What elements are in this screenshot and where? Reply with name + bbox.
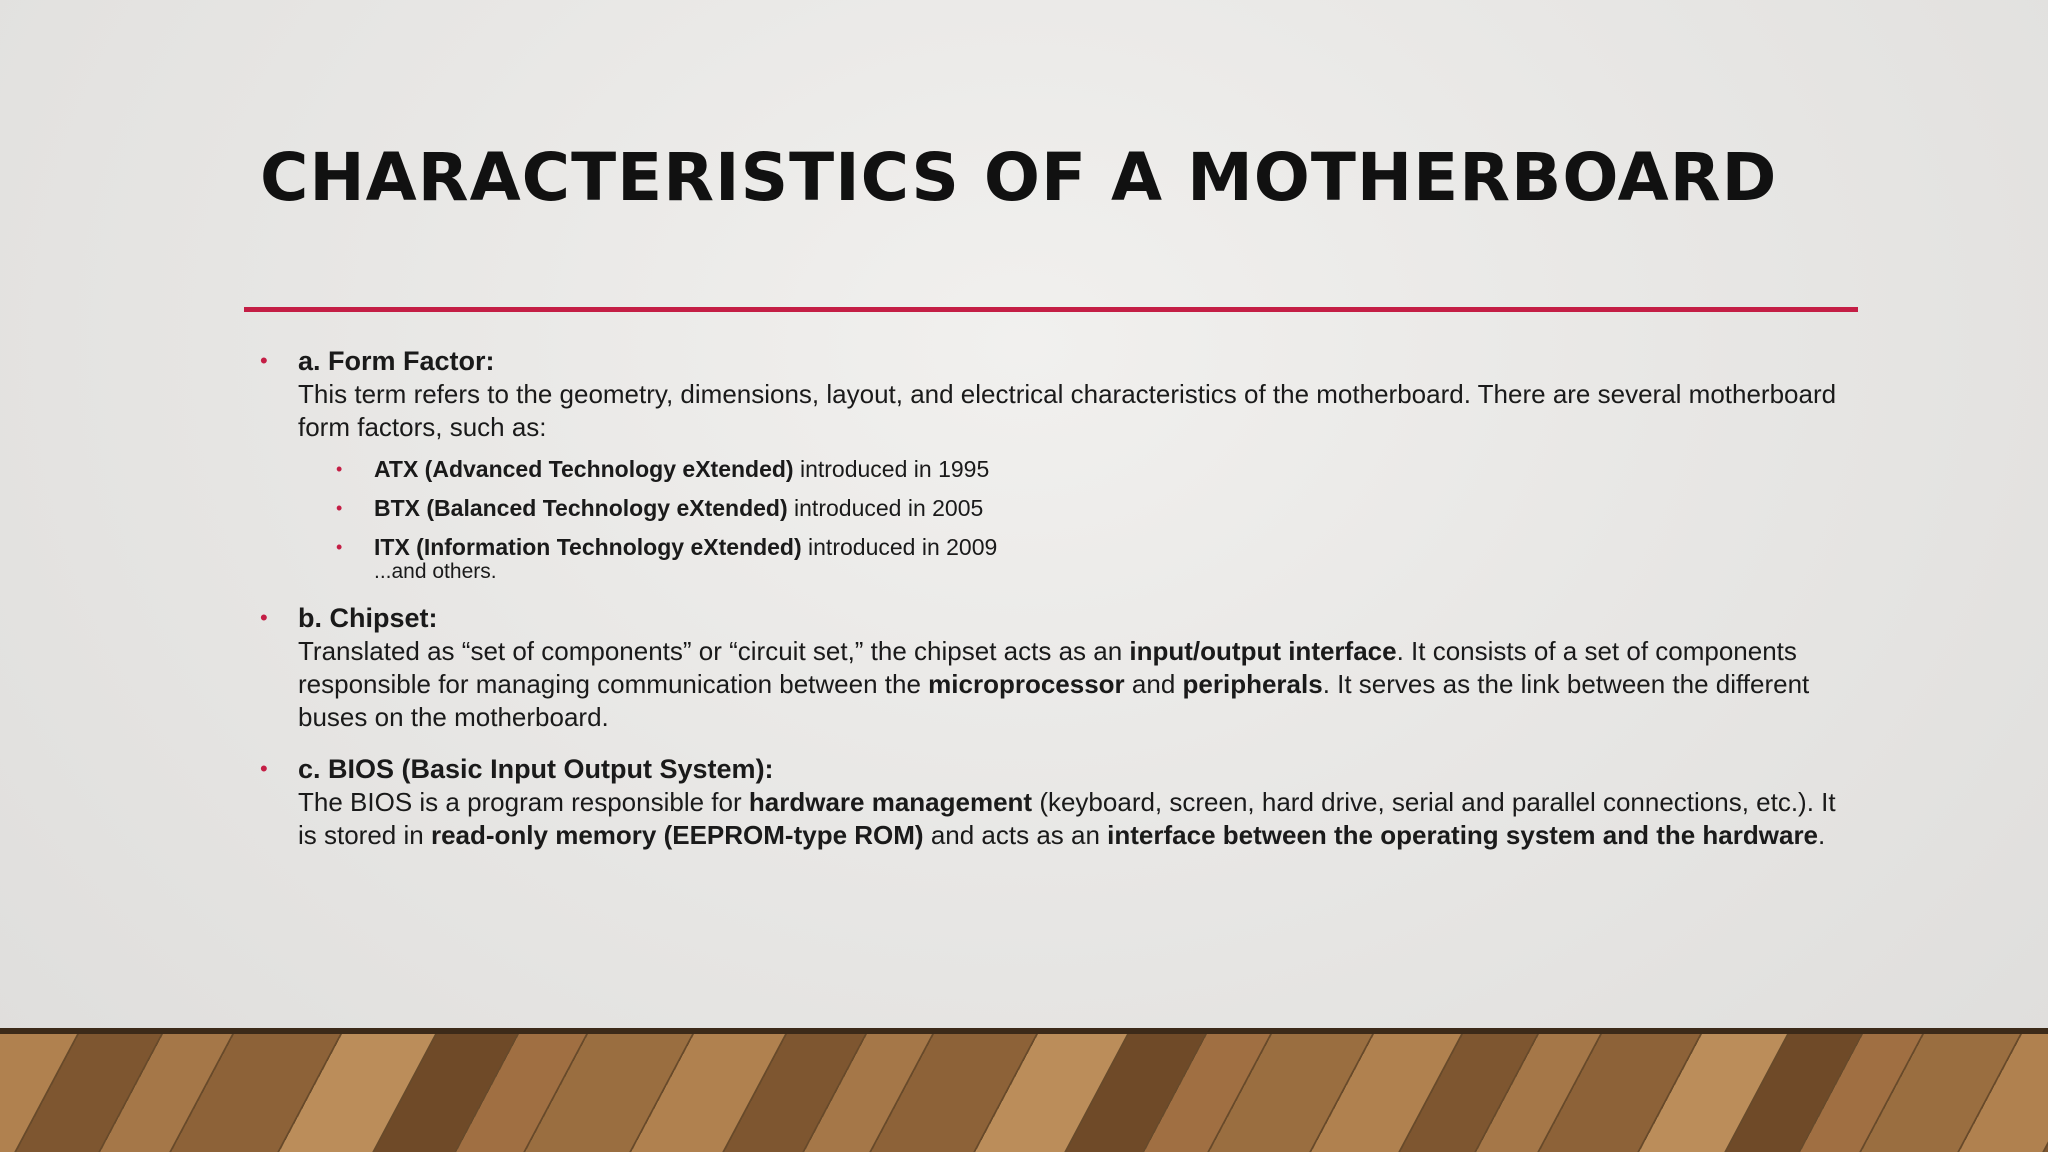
text-run: Translated as “set of components” or “circuit set,” the chipset acts as an	[298, 636, 1130, 666]
item-heading: a. Form Factor:	[298, 346, 495, 376]
bullet-icon: •	[260, 348, 268, 373]
list-item-form-factor	[260, 344, 1860, 583]
bold-text-run: hardware management	[748, 787, 1033, 817]
item-body	[298, 786, 1860, 852]
sub-list-item	[336, 450, 1860, 489]
bullet-icon: •	[336, 498, 343, 518]
text-run: . It consists of a set of components responsible for managing communication between the	[298, 636, 1797, 699]
bullet-icon: •	[260, 605, 268, 630]
text-run: . It serves as the link between the different buses on the motherboard.	[298, 669, 1810, 732]
slide-title: CHARACTERISTICS OF A MOTHERBOARD	[260, 139, 1778, 216]
bullet-icon: •	[336, 537, 343, 557]
sub-item-name: BTX (Balanced Technology eXtended)	[374, 495, 788, 521]
item-heading: b. Chipset:	[298, 603, 438, 633]
sub-item-name: ITX (Information Technology eXtended)	[374, 534, 802, 560]
bold-text-run: input/output interface	[1129, 636, 1397, 666]
sub-list-item	[336, 528, 1860, 567]
bold-text-run: microprocessor	[928, 669, 1125, 699]
sub-list-note: ...and others.	[374, 560, 497, 583]
sub-item-detail: introduced in 2005	[787, 495, 984, 521]
item-heading: c. BIOS (Basic Input Output System):	[298, 754, 774, 784]
text-run: .	[1818, 820, 1826, 850]
text-run: The BIOS is a program responsible for	[298, 787, 749, 817]
bullet-icon: •	[336, 459, 343, 479]
bold-text-run: interface between the operating system and the hardware	[1107, 820, 1819, 850]
list-item-chipset	[260, 601, 1860, 734]
text-run: and acts as an	[923, 820, 1108, 850]
slide-content	[260, 344, 1860, 870]
bullet-icon: •	[260, 756, 268, 781]
item-body: This term refers to the geometry, dimensions, layout, and electrical characteristics of the motherboard. There are several motherboard form factors, such as:	[298, 379, 1837, 442]
wood-floor	[0, 1028, 2048, 1152]
sub-list-item	[336, 489, 1860, 528]
form-factor-list	[298, 450, 1860, 583]
bold-text-run: read-only memory (EEPROM-type ROM)	[430, 820, 924, 850]
list-item-bios	[260, 752, 1860, 852]
sub-item-detail: introduced in 2009	[801, 534, 998, 560]
sub-item-name: ATX (Advanced Technology eXtended)	[374, 456, 794, 482]
text-run: (keyboard, screen, hard drive, serial and parallel connections, etc.). It is stored in	[298, 787, 1836, 850]
item-body	[298, 635, 1860, 734]
bold-text-run: peripherals	[1182, 669, 1323, 699]
sub-item-detail: introduced in 1995	[793, 456, 990, 482]
title-divider	[244, 307, 1858, 312]
text-run: and	[1124, 669, 1183, 699]
